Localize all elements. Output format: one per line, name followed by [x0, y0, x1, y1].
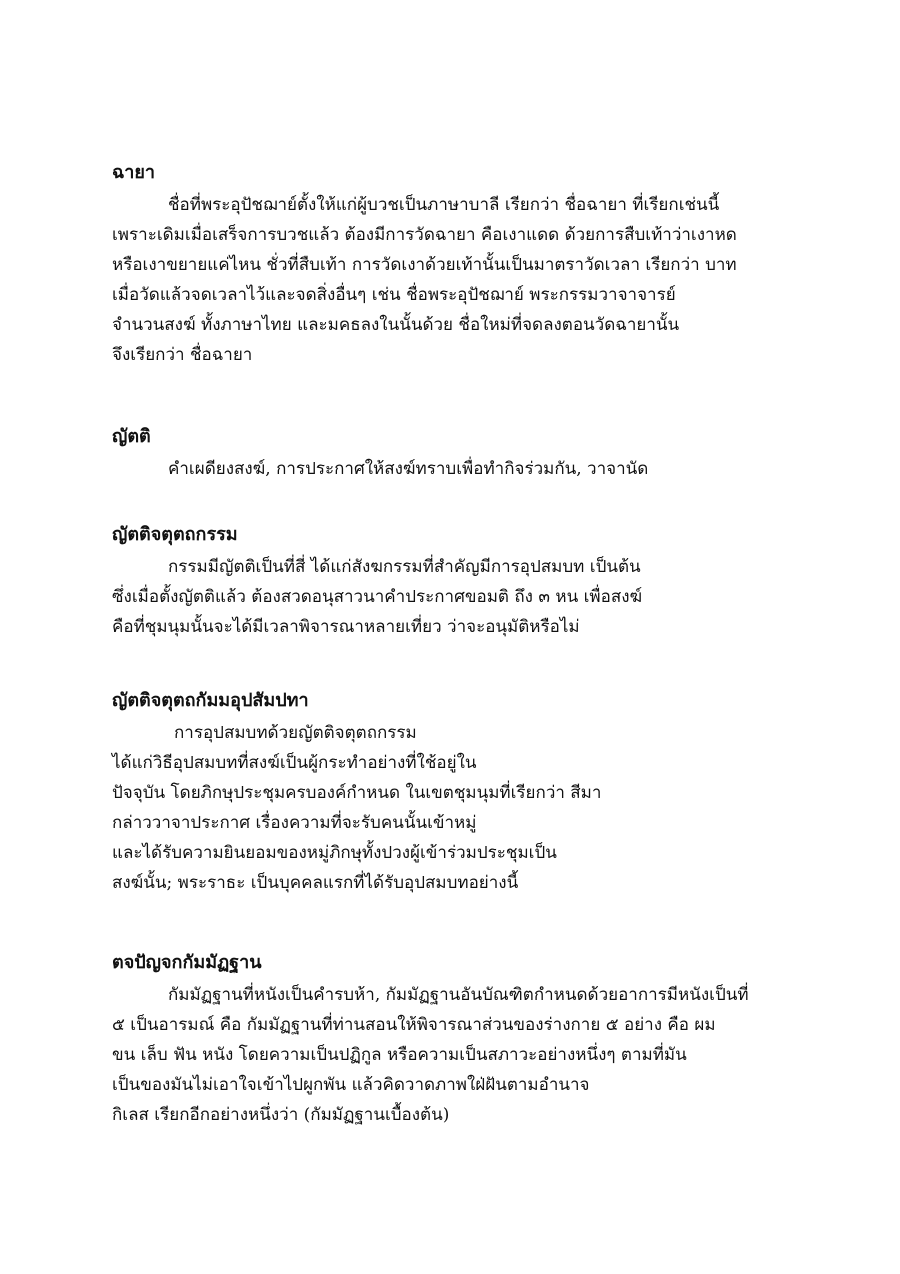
entry-heading: ตจปัญจกกัมมัฏฐาน — [112, 952, 262, 973]
entry-heading: ญัตติจตุตถกัมมอุปสัมปทา — [112, 690, 309, 711]
entry-line: การอุปสมบทด้วยญัตติจตุตถกรรม — [174, 723, 417, 743]
entry-line: จำนวนสงฆ์ ทั้งภาษาไทย และมคธลงในนั้นด้วย ชื่อใหม่ที่จดลงตอนวัดฉายานั้น — [112, 315, 680, 335]
entry-heading: ญัตติจตุตถกรรม — [112, 524, 238, 545]
entry-line: กัมมัฏฐานที่หนังเป็นคำรบห้า, กัมมัฏฐานอันบัณฑิตกำหนดด้วยอาการมีหนังเป็นที่ — [168, 985, 749, 1005]
entry-line: สงฆ์นั้น; พระราธะ เป็นบุคคลแรกที่ได้รับอุปสมบทอย่างนี้ — [112, 873, 519, 893]
entry-line: เมื่อวัดแล้วจดเวลาไว้และจดสิ่งอื่นๆ เช่น ชื่อพระอุปัชฌาย์ พระกรรมวาจาจารย์ — [112, 285, 676, 305]
entry-line: จึงเรียกว่า ชื่อฉายา — [112, 345, 253, 365]
entry-yatti — [112, 424, 802, 484]
entry-line: ขน เล็บ ฟัน หนัง โดยความเป็นปฏิกูล หรือความเป็นสภาวะอย่างหนึ่งๆ ตามที่มัน — [112, 1045, 687, 1065]
entry-chaya — [112, 160, 802, 370]
entry-line: ได้แก่วิธีอุปสมบทที่สงฆ์เป็นผู้กระทำอย่างที่ใช้อยู่ใน — [112, 753, 477, 773]
entry-tacapancaka-kammatthana — [112, 950, 802, 1130]
entry-yatticatutthakamma-upasampada — [112, 688, 802, 898]
entry-line: คำเผดียงสงฆ์, การประกาศให้สงฆ์ทราบเพื่อทำกิจร่วมกัน, วาจานัด — [168, 459, 649, 479]
entry-line: ซึ่งเมื่อตั้งญัตติแล้ว ต้องสวดอนุสาวนาคำประกาศขอมติ ถึง ๓ หน เพื่อสงฆ์ — [112, 587, 643, 607]
entry-line: ชื่อที่พระอุปัชฌาย์ตั้งให้แก่ผู้บวชเป็นภาษาบาลี เรียกว่า ชื่อฉายา ที่เรียกเช่นนี้ — [168, 195, 720, 215]
entry-line: ๕ เป็นอารมณ์ คือ กัมมัฏฐานที่ท่านสอนให้พิจารณาส่วนของร่างกาย ๕ อย่าง คือ ผม — [112, 1015, 716, 1035]
entry-line: เป็นของมันไม่เอาใจเข้าไปผูกพัน แล้วคิดวาดภาพใฝ่ฝันตามอำนาจ — [112, 1075, 590, 1095]
entry-line: คือที่ชุมนุมนั้นจะได้มีเวลาพิจารณาหลายเที่ยว ว่าจะอนุมัติหรือไม่ — [112, 617, 580, 637]
entry-line: กรรมมีญัตติเป็นที่สี่ ได้แก่สังฆกรรมที่สำคัญมีการอุปสมบท เป็นต้น — [168, 557, 641, 577]
entry-line: ปัจจุบัน โดยภิกษุประชุมครบองค์กำหนด ในเขตชุมนุมที่เรียกว่า สีมา — [112, 783, 602, 803]
entry-yatticatutthakamma — [112, 522, 802, 642]
entry-line: กิเลส เรียกอีกอย่างหนึ่งว่า (กัมมัฏฐานเบื้องต้น) — [112, 1105, 450, 1125]
entry-line: และได้รับความยินยอมของหมู่ภิกษุทั้งปวงผู้เข้าร่วมประชุมเป็น — [112, 843, 557, 863]
entry-line: กล่าววาจาประกาศ เรื่องความที่จะรับคนนั้นเข้าหมู่ — [112, 813, 477, 833]
entry-heading: ฉายา — [112, 162, 156, 183]
entry-line: เพราะเดิมเมื่อเสร็จการบวชแล้ว ต้องมีการวัดฉายา คือเงาแดด ด้วยการสืบเท้าว่าเงาหด — [112, 225, 737, 245]
entry-heading: ญัตติ — [112, 426, 151, 447]
entry-line: หรือเงาขยายแค่ไหน ชั่วที่สืบเท้า การวัดเงาด้วยเท้านั้นเป็นมาตราวัดเวลา เรียกว่า บาท — [112, 255, 737, 275]
